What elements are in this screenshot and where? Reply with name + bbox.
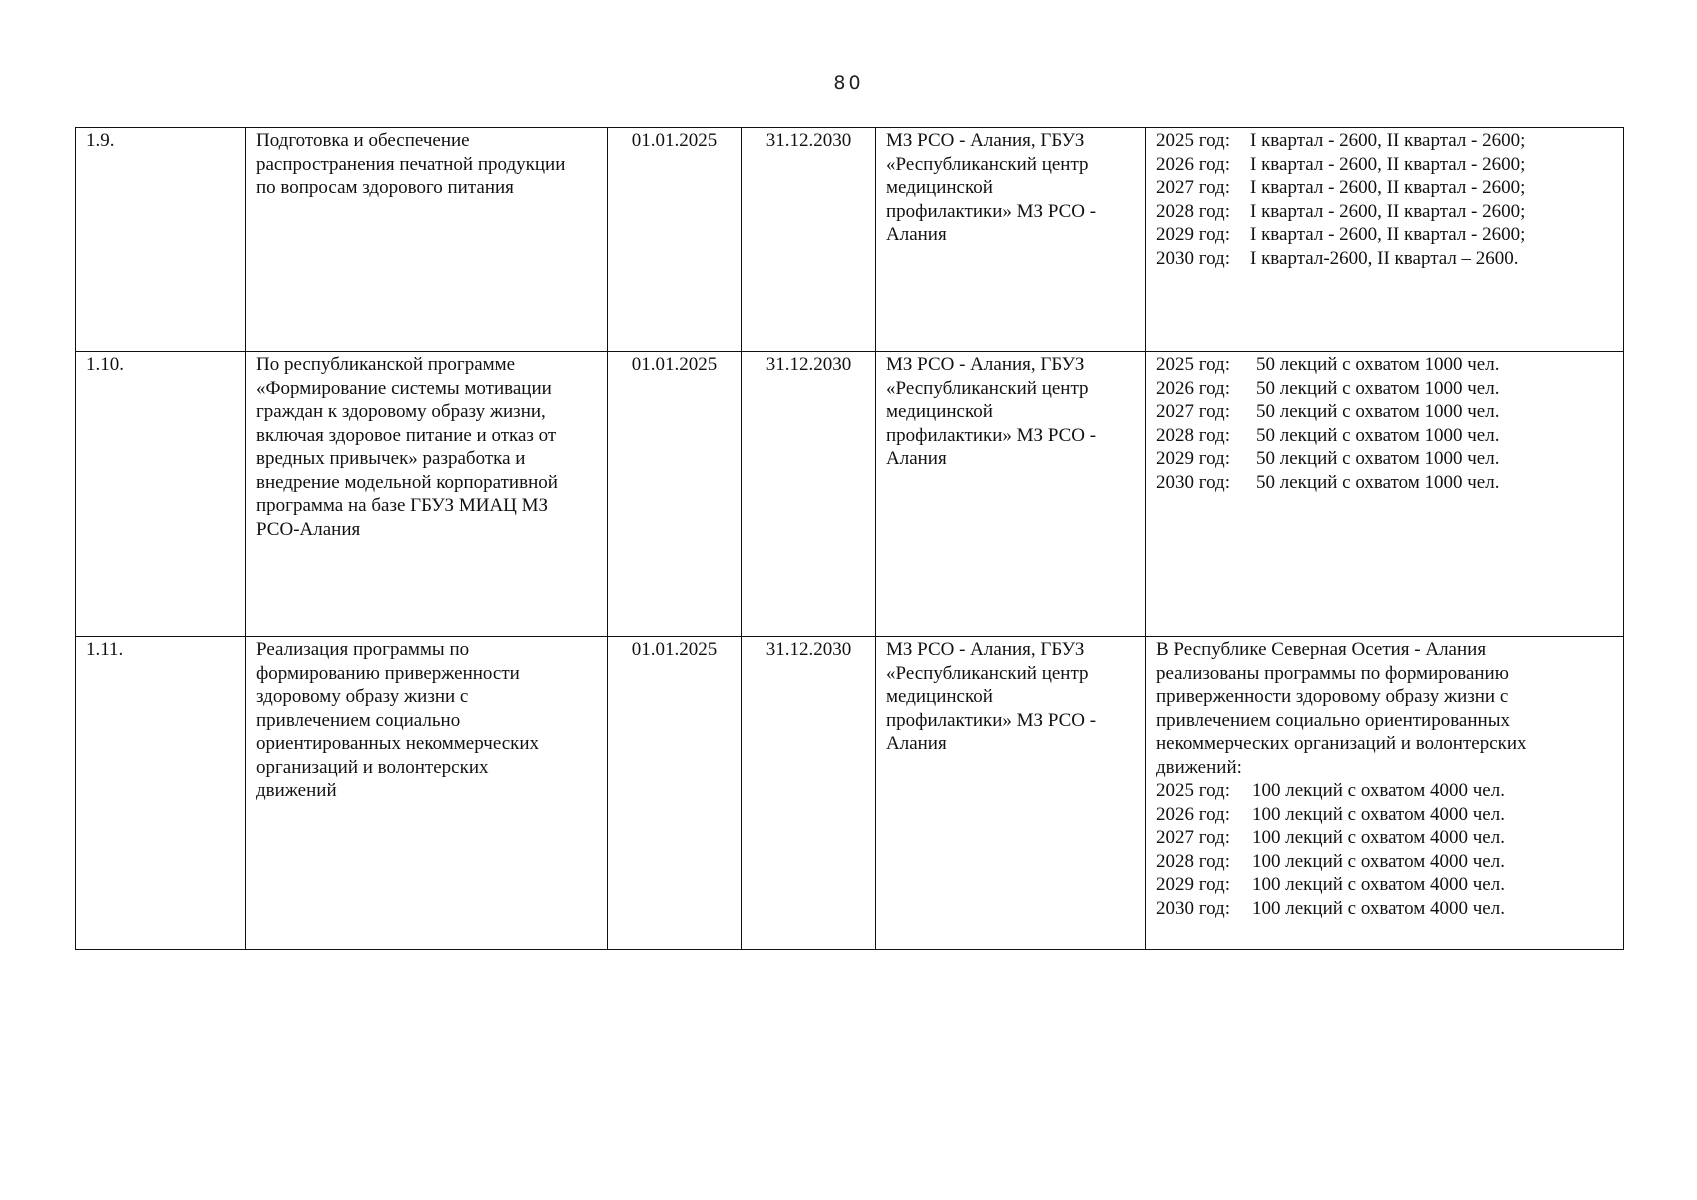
table-row bbox=[76, 352, 1624, 637]
year-line: 2029 год: I квартал - 2600, II квартал - 2600; bbox=[1156, 224, 1526, 245]
measure-title: По республиканской программе «Формирование системы мотивации граждан к здоровому образу жизни, включая здоровое питание и отказ от вредных привычек» разработка и внедрение модельной корпоративной программа на базе ГБУЗ МИАЦ МЗ РСО-Алания bbox=[246, 352, 608, 637]
end-date: 31.12.2030 bbox=[742, 637, 876, 950]
year-line: 2027 год: I квартал - 2600, II квартал - 2600; bbox=[1156, 177, 1526, 198]
year-line: 2027 год: 50 лекций с охватом 1000 чел. bbox=[1156, 401, 1500, 422]
measure-title: Подготовка и обеспечение распространения печатной продукции по вопросам здорового питания bbox=[246, 128, 608, 352]
year-line: 2028 год: 100 лекций с охватом 4000 чел. bbox=[1156, 850, 1505, 872]
start-date: 01.01.2025 bbox=[608, 352, 742, 637]
year-line: 2027 год: 100 лекций с охватом 4000 чел. bbox=[1156, 827, 1505, 848]
table-row bbox=[76, 637, 1624, 950]
year-line: 2025 год: I квартал - 2600, II квартал - 2600; bbox=[1156, 130, 1526, 151]
year-line: 2028 год: 50 лекций с охватом 1000 чел. bbox=[1156, 424, 1500, 446]
end-date: 31.12.2030 bbox=[742, 352, 876, 637]
end-date: 31.12.2030 bbox=[742, 128, 876, 352]
executor: МЗ РСО - Алания, ГБУЗ «Республиканский центр медицинской профилактики» МЗ РСО - Алания bbox=[876, 128, 1146, 352]
row-number: 1.10. bbox=[76, 352, 246, 637]
result-intro: реализованы программы по формированию bbox=[1156, 662, 1509, 684]
executor: МЗ РСО - Алания, ГБУЗ «Республиканский центр медицинской профилактики» МЗ РСО - Алания bbox=[876, 637, 1146, 950]
page-number: 80 bbox=[833, 72, 864, 94]
year-line: 2026 год: 100 лекций с охватом 4000 чел. bbox=[1156, 803, 1505, 825]
row-number: 1.9. bbox=[76, 128, 246, 352]
year-line: 2029 год: 50 лекций с охватом 1000 чел. bbox=[1156, 448, 1500, 469]
table-row bbox=[76, 128, 1624, 352]
year-line: 2029 год: 100 лекций с охватом 4000 чел. bbox=[1156, 874, 1505, 895]
start-date: 01.01.2025 bbox=[608, 128, 742, 352]
year-line: 2026 год: 50 лекций с охватом 1000 чел. bbox=[1156, 377, 1500, 399]
year-line: 2025 год: 50 лекций с охватом 1000 чел. bbox=[1156, 354, 1500, 375]
year-line: 2026 год: I квартал - 2600, II квартал - 2600; bbox=[1156, 153, 1526, 175]
year-line: 2030 год: 50 лекций с охватом 1000 чел. bbox=[1156, 471, 1500, 493]
expected-result bbox=[1146, 128, 1624, 352]
start-date: 01.01.2025 bbox=[608, 637, 742, 950]
expected-result bbox=[1146, 352, 1624, 637]
year-line: 2028 год: I квартал - 2600, II квартал - 2600; bbox=[1156, 200, 1526, 222]
expected-result bbox=[1146, 637, 1624, 950]
measure-title: Реализация программы по формированию приверженности здоровому образу жизни с привлечением социально ориентированных некоммерческих организаций и волонтерских движений bbox=[246, 637, 608, 950]
executor: МЗ РСО - Алания, ГБУЗ «Республиканский центр медицинской профилактики» МЗ РСО - Алания bbox=[876, 352, 1146, 637]
result-intro: некоммерческих организаций и волонтерских bbox=[1156, 733, 1527, 754]
year-line: 2030 год: I квартал-2600, II квартал – 2600. bbox=[1156, 247, 1519, 269]
result-intro: движений: bbox=[1156, 756, 1242, 778]
measures-table bbox=[75, 127, 1624, 950]
result-intro: привлечением социально ориентированных bbox=[1156, 709, 1510, 731]
row-number: 1.11. bbox=[76, 637, 246, 950]
result-intro: приверженности здоровому образу жизни с bbox=[1156, 686, 1509, 707]
year-line: 2025 год: 100 лекций с охватом 4000 чел. bbox=[1156, 780, 1505, 801]
year-line: 2030 год: 100 лекций с охватом 4000 чел. bbox=[1156, 897, 1505, 919]
result-intro: В Республике Северная Осетия - Алания bbox=[1156, 639, 1487, 660]
